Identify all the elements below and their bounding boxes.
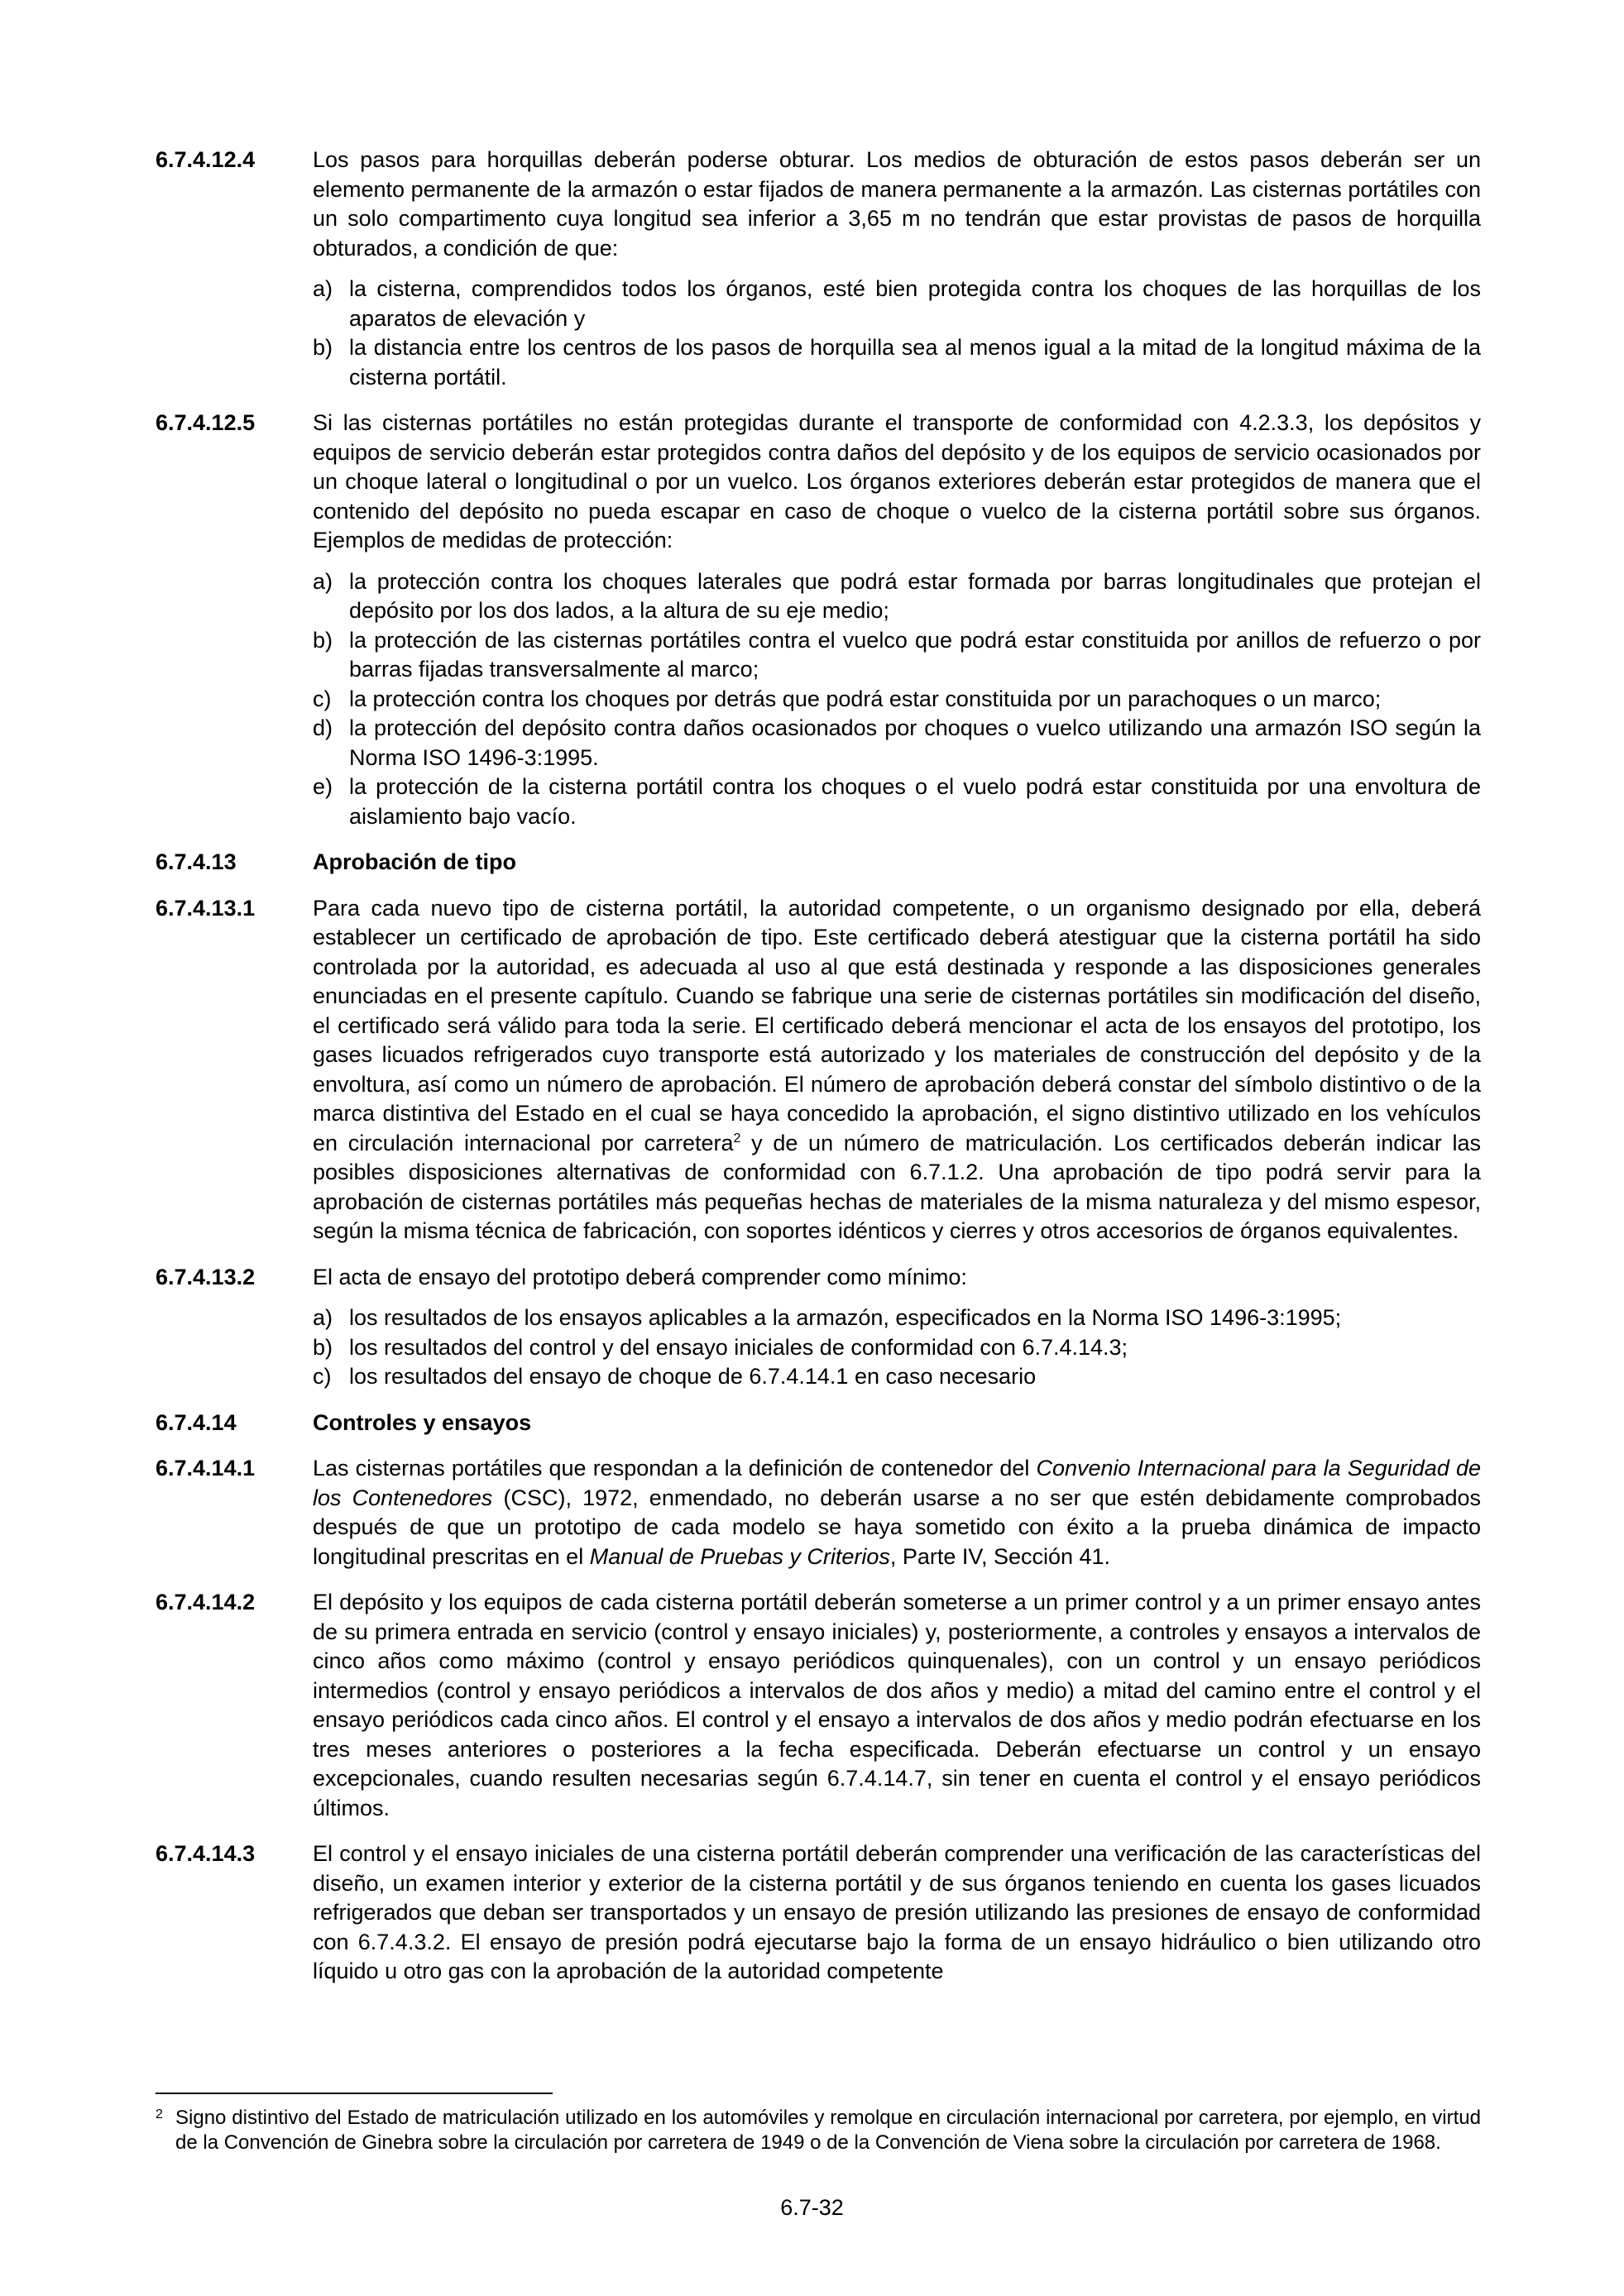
item-label: a) [313, 276, 333, 301]
item-text: los resultados del ensayo de choque de 6.7.4.14.1 en caso necesario [349, 1364, 1037, 1389]
section-6-7-4-13-1 [156, 894, 1481, 1246]
section-text: El depósito y los equipos de cada cisterna portátil deberán someterse a un primer control y a un primer ensayo antes de su primera entrada en servicio (control y ensayo iniciales) y, posteriormente, a controles y ensayos a intervalos de cinco años como máximo (control y ensayo periódicos quinquenales), con un control y un ensayo periódicos intermedios (control y ensayo periódicos a intervalos de dos años y medio) a mitad del camino entre el control y el ensayo periódicos cada cinco años. El control y el ensayo a intervalos de dos años y medio podrán efectuarse en los tres meses anteriores o posteriores a la fecha especificada. Deberán efectuarse un control y un ensayo excepcionales, cuando resulten necesarias según 6.7.4.14.7, sin tener en cuenta el control y el ensayo periódicos últimos. [313, 1590, 1481, 1820]
page-number: 6.7-32 [780, 2195, 844, 2220]
section-text: Si las cisternas portátiles no están protegidas durante el transporte de conformidad con 4.2.3.3, los depósitos y equipos de servicio deberán estar protegidos contra daños del depósito y de los equipos de servicio ocasionados por un choque lateral o longitudinal o por un vuelco. Los órganos exteriores deberán estar protegidos de manera que el contenido del depósito no pueda escapar en caso de choque o vuelco de la cisterna portátil sobre sus órganos. Ejemplos de medidas de protección: [313, 410, 1481, 552]
list-item [313, 1362, 1481, 1392]
footnote [156, 2106, 1481, 2155]
italic-title: Convenio Internacional para la Seguridad de los Contenedores [313, 1456, 1481, 1510]
text-run: Las cisternas portátiles que respondan a la definición de contenedor del [313, 1456, 1037, 1480]
item-list [313, 1303, 1481, 1392]
footnote-mark: 2 [156, 2107, 163, 2121]
section-number: 6.7.4.14 [156, 1409, 237, 1435]
italic-title: Manual de Pruebas y Criterios [589, 1543, 890, 1569]
section-text: El acta de ensayo del prototipo deberá comprender como mínimo: [313, 1264, 967, 1289]
item-label: c) [313, 1364, 332, 1389]
text-run: Para cada nuevo tipo de cisterna portátil, la autoridad competente, o un organismo designado por ella, deberá establecer un certificado de aprobación de tipo. Este certificado deberá atestiguar que la cisterna portátil ha sido controlada por la autoridad, es adecuada al uso al que está destinada y responde a las disposiciones generales enunciadas en el presente capítulo. Cuando se fabrique una serie de cisternas portátiles sin modificación del diseño, el certificado será válido para toda la serie. El certificado deberá mencionar el acta de los ensayos del prototipo, los gases licuados refrigerados cuyo transporte está autorizado y los materiales de construcción del depósito y de la envoltura, así como un número de aprobación. El número de aprobación deberá constar del símbolo distintivo o de la marca distintiva del Estado en el cual se haya concedido la aprobación, el signo distintivo utilizado en los vehículos en circulación internacional por carretera [313, 895, 1481, 1155]
item-text: la cisterna, comprendidos todos los órganos, esté bien protegida contra los choques de las horquillas de los aparatos de elevación y [349, 276, 1481, 331]
item-text: la protección del depósito contra daños ocasionados por choques o vuelco utilizando una armazón ISO según la Norma ISO 1496-3:1995. [349, 715, 1481, 770]
section-text [313, 894, 1481, 1246]
text-run: (CSC), 1972, enmendado, no deberán usarse a no ser que estén debidamente comprobados después de que un prototipo de cada modelo se haya sometido con éxito a la prueba dinámica de impacto longitudinal prescritas en el [313, 1485, 1481, 1569]
list-item [313, 626, 1481, 685]
section-text [313, 1454, 1481, 1571]
section-number: 6.7.4.12.4 [156, 147, 256, 172]
item-list [313, 567, 1481, 832]
list-item [313, 567, 1481, 626]
item-text: la distancia entre los centros de los pasos de horquilla sea al menos igual a la mitad de la longitud máxima de la cisterna portátil. [349, 335, 1481, 390]
section-6-7-4-13 [156, 848, 1481, 878]
section-6-7-4-12-4 [156, 146, 1481, 392]
item-label: b) [313, 1334, 333, 1360]
item-label: d) [313, 715, 333, 740]
list-item [313, 714, 1481, 773]
section-number: 6.7.4.14.3 [156, 1841, 256, 1866]
section-number: 6.7.4.13 [156, 849, 237, 874]
text-run: y de un número de matriculación. Los certificados deberán indicar las posibles disposiciones alternativas de conformidad con 6.7.1.2. Una aprobación de tipo podrá servir para la aprobación de cisternas portátiles más pequeñas hechas de materiales de la misma naturaleza y del mismo espesor, según la misma técnica de fabricación, con soportes idénticos y cierres y otros accesorios de órganos equivalentes. [313, 1130, 1481, 1243]
item-label: a) [313, 568, 333, 594]
section-6-7-4-14-2 [156, 1588, 1481, 1823]
section-number: 6.7.4.13.2 [156, 1264, 256, 1289]
section-number: 6.7.4.14.2 [156, 1590, 256, 1614]
section-6-7-4-14 [156, 1409, 1481, 1438]
section-number: 6.7.4.12.5 [156, 410, 256, 435]
list-item [313, 1333, 1481, 1363]
item-label: c) [313, 686, 332, 711]
item-text: los resultados del control y del ensayo iniciales de conformidad con 6.7.4.14.3; [349, 1334, 1128, 1360]
list-item [313, 275, 1481, 333]
item-label: b) [313, 627, 333, 653]
item-list [313, 275, 1481, 392]
section-heading: Controles y ensayos [313, 1409, 532, 1435]
list-item [313, 773, 1481, 831]
section-6-7-4-12-5 [156, 409, 1481, 831]
section-text: Los pasos para horquillas deberán poderse obturar. Los medios de obturación de estos pasos deberán ser un elemento permanente de la armazón o estar fijados de manera permanente a la armazón. Las cisternas portátiles con un solo compartimento cuya longitud sea inferior a 3,65 m no tendrán que estar provistas de pasos de horquilla obturados, a condición de que: [313, 147, 1481, 261]
footnote-text: Signo distintivo del Estado de matriculación utilizado en los automóviles y remolque en circulación internacional por carretera, por ejemplo, en virtud de la Convención de Ginebra sobre la circulación por carretera de 1949 o de la Convención de Viena sobre la circulación por carretera de 1968. [175, 2107, 1481, 2154]
item-text: la protección contra los choques laterales que podrá estar formada por barras longitudinales que protejan el depósito por los dos lados, a la altura de su eje medio; [349, 568, 1481, 623]
section-heading: Aprobación de tipo [313, 849, 516, 874]
footnote-divider [156, 2093, 553, 2094]
item-label: e) [313, 774, 333, 799]
item-label: b) [313, 335, 333, 360]
item-text: la protección de la cisterna portátil contra los choques o el vuelo podrá estar constituida por una envoltura de aislamiento bajo vacío. [349, 774, 1481, 829]
list-item [313, 333, 1481, 392]
item-label: a) [313, 1305, 333, 1330]
section-6-7-4-14-3 [156, 1839, 1481, 1987]
list-item [313, 1303, 1481, 1333]
item-text: la protección de las cisternas portátiles contra el vuelco que podrá estar constituida por anillos de refuerzo o por barras fijadas transversalmente al marco; [349, 627, 1481, 682]
list-item [313, 685, 1481, 715]
section-6-7-4-13-2 [156, 1263, 1481, 1392]
section-6-7-4-14-1 [156, 1454, 1481, 1571]
section-number: 6.7.4.14.1 [156, 1456, 256, 1480]
document-body [156, 146, 1481, 2003]
item-text: los resultados de los ensayos aplicables a la armazón, especificados en la Norma ISO 1496-3:1995; [349, 1305, 1342, 1330]
footnote-reference[interactable]: 2 [733, 1131, 741, 1146]
section-text: El control y el ensayo iniciales de una cisterna portátil deberán comprender una verificación de las características del diseño, un examen interior y exterior de la cisterna portátil y de sus órganos teniendo en cuenta los gases licuados refrigerados que deban ser transportados y un ensayo de presión utilizando las presiones de ensayo de conformidad con 6.7.4.3.2. El ensayo de presión podrá ejecutarse bajo la forma de un ensayo hidráulico o bien utilizando otro líquido u otro gas con la aprobación de la autoridad competente [313, 1841, 1481, 1983]
item-text: la protección contra los choques por detrás que podrá estar constituida por un parachoques o un marco; [349, 686, 1382, 711]
section-number: 6.7.4.13.1 [156, 895, 256, 921]
text-run: , Parte IV, Sección 41. [889, 1543, 1111, 1569]
